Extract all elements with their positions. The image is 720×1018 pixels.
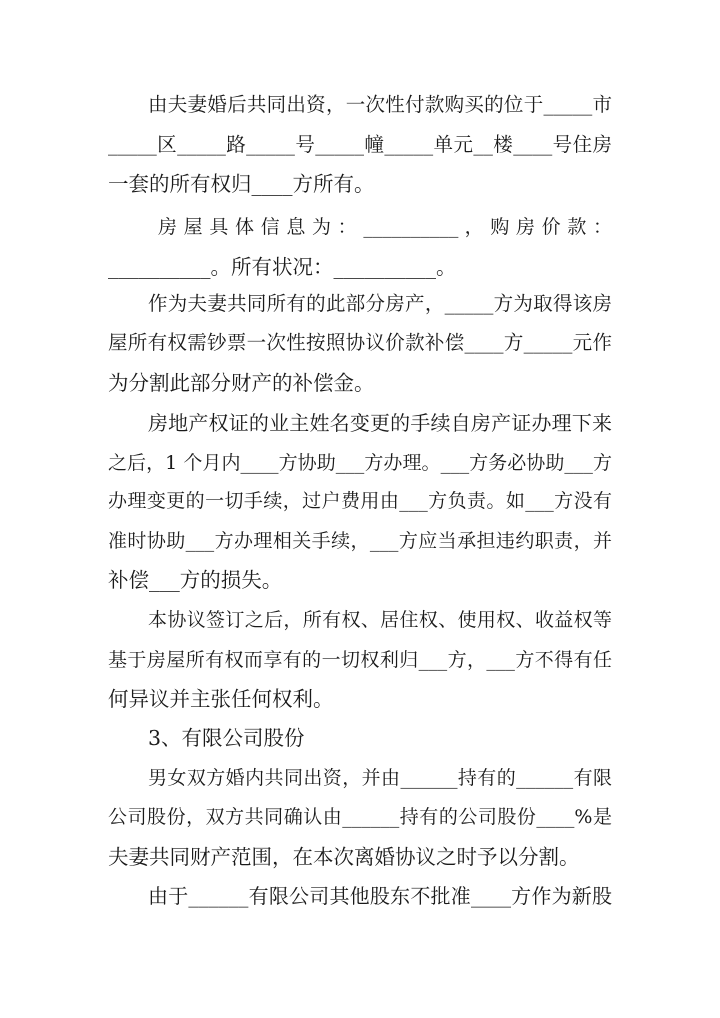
text-line: 本协议签订之后，所有权、居住权、使用权、收益权等 <box>148 609 612 631</box>
text-line: 准时协助___方办理相关手续，___方应当承担违约职责，并 <box>108 530 612 552</box>
text-line: __________。所有状况：__________。 <box>108 255 457 279</box>
text-line: 夫妻共同财产范围，在本次离婚协议之时予以分割。 <box>108 845 580 869</box>
text-line: 男女双方婚内共同出资，并由______持有的______有限 <box>148 767 612 789</box>
section-heading: 3、有限公司股份 <box>148 726 305 750</box>
text-line: 作为夫妻共同所有的此部分房产，_____方为取得该房 <box>148 292 612 315</box>
text-line: 房地产权证的业主姓名变更的手续自房产证办理下来 <box>148 411 612 435</box>
text-line: 屋所有权需钞票一次性按照协议价款补偿____方_____元作 <box>108 331 612 354</box>
text-line: 由夫妻婚后共同出资，一次性付款购买的位于_____市 <box>148 93 612 116</box>
text-line: 办理变更的一切手续，过户费用由___方负责。如___方没有 <box>108 490 612 512</box>
text-line: 补偿___方的损失。 <box>108 568 283 592</box>
text-line: 为分割此部分财产的补偿金。 <box>108 371 375 395</box>
text-line: 房 屋 具 体 信 息 为 ： __________ ， 购 房 价 款 ： <box>158 216 612 238</box>
text-line: 何异议并主张任何权利。 <box>108 687 334 711</box>
text-line: 由于______有限公司其他股东不批准____方作为新股 <box>148 884 612 908</box>
text-line: _____区_____路_____号_____幢_____单元__楼____号住房 <box>108 133 612 156</box>
text-line: 之后，1 个月内____方协助___方办理。___方务必协助___方 <box>108 452 612 474</box>
text-line: 基于房屋所有权而享有的一切权利归___方，___方不得有任 <box>108 649 612 671</box>
text-line: 一套的所有权归____方所有。 <box>108 172 375 196</box>
text-line: 公司股份，双方共同确认由______持有的公司股份____%是 <box>108 806 612 828</box>
